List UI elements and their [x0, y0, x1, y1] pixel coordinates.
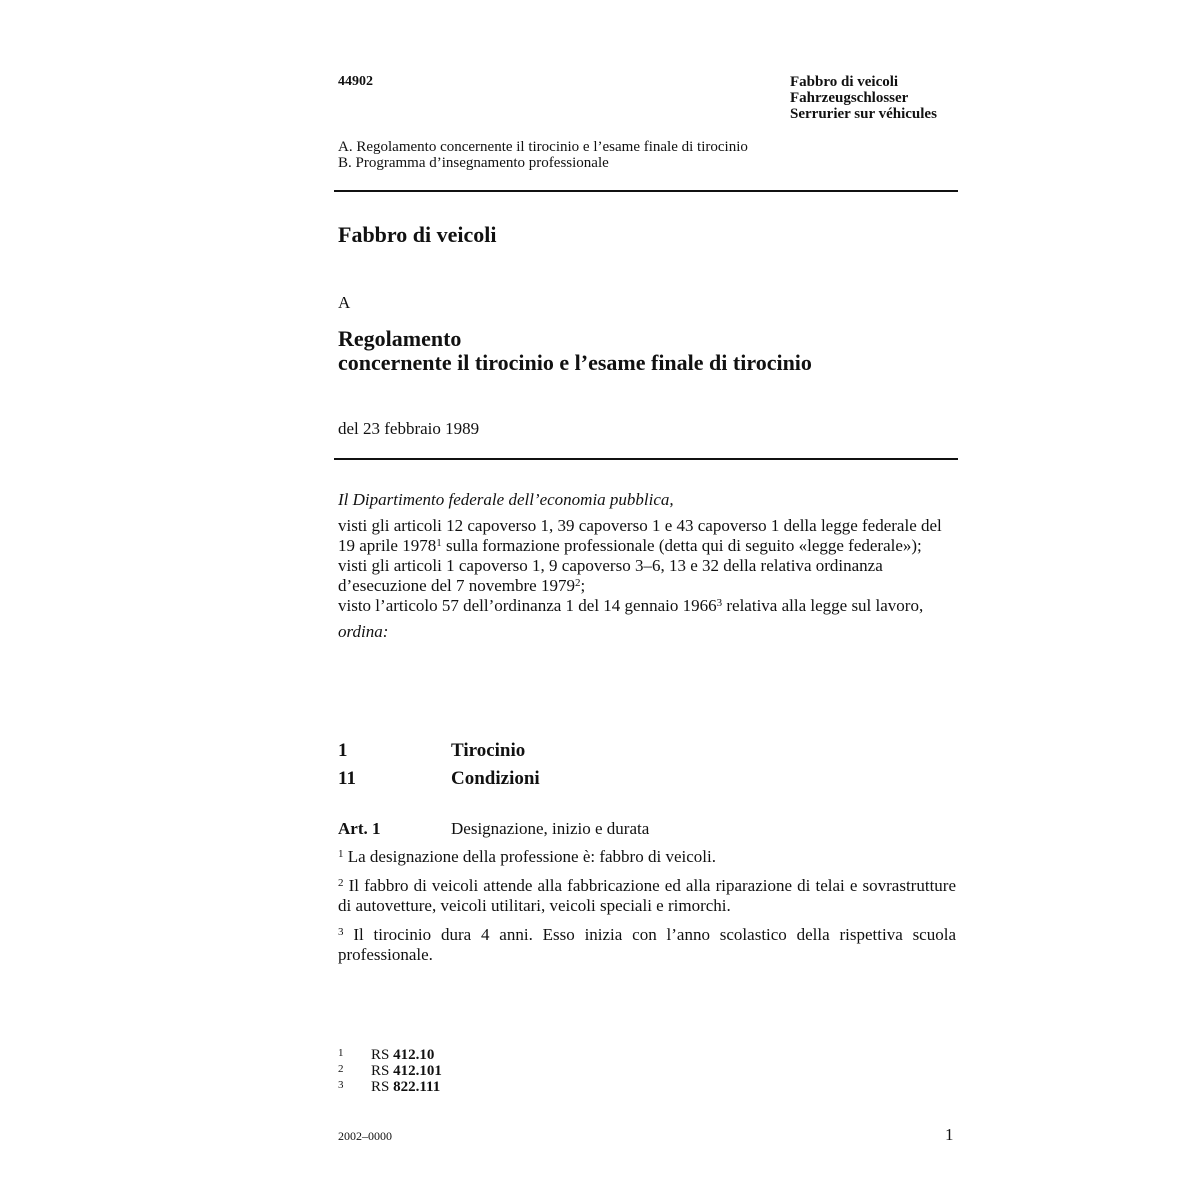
header-titles: [790, 74, 937, 122]
regulation-date: del 23 febbraio 1989: [338, 419, 480, 438]
footnote-ref-number: 412.101: [393, 1063, 442, 1079]
regulation-title-line1: Regolamento: [338, 326, 462, 351]
article-paragraph: [338, 847, 956, 867]
footnote-number: 3: [338, 1079, 344, 1091]
clause-text: relativa alla legge sul lavoro,: [722, 596, 924, 615]
main-title: Fabbro di veicoli: [338, 222, 497, 247]
footnote-prefix: RS: [371, 1079, 394, 1095]
preamble-clause: [338, 516, 958, 556]
footnote: [371, 1047, 434, 1064]
section-number: 1: [338, 740, 348, 761]
preamble-ordina: ordina:: [338, 622, 389, 641]
clause-text: visti gli articoli 12 capoverso 1, 39 capoverso 1 e 43 capoverso 1 della legge federale del 19 aprile 1978: [338, 516, 942, 555]
footnote-ref: 2: [574, 577, 581, 589]
article-title: Designazione, inizio e durata: [451, 819, 650, 838]
subsection-title: Condizioni: [451, 768, 540, 789]
regulation-title-line2: concernente il tirocinio e l’esame finale di tirocinio: [338, 350, 812, 375]
section-title: Tirocinio: [451, 740, 526, 761]
header-title-fr: Serrurier sur véhicules: [790, 106, 937, 122]
clause-text: visto l’articolo 57 dell’ordinanza 1 del 14 gennaio 1966: [338, 596, 717, 615]
table-of-contents: [338, 139, 748, 171]
paragraph-text: Il tirocinio dura 4 anni. Esso inizia con l’anno scolastico della rispettiva scuola professionale.: [338, 925, 956, 964]
regulation-title: [338, 327, 812, 375]
preamble: [338, 490, 958, 642]
part-letter: A: [338, 293, 351, 312]
divider: [334, 458, 958, 460]
article-paragraph: [338, 925, 956, 965]
footnote: [371, 1063, 442, 1080]
footer-code: 2002–0000: [338, 1129, 392, 1143]
article-number: Art. 1: [338, 819, 381, 838]
footnote-prefix: RS: [371, 1063, 394, 1079]
paragraph-text: Il fabbro di veicoli attende alla fabbricazione ed alla riparazione di telai e sovrastrutture di autovetture, veicoli utilitari, veicoli speciali e rimorchi.: [338, 876, 956, 915]
paragraph-number: 1: [338, 848, 344, 860]
footnote-ref: 1: [436, 537, 442, 549]
paragraph-number: 2: [338, 877, 344, 889]
header-title-it: Fabbro di veicoli: [790, 74, 899, 90]
preamble-clause: [338, 556, 958, 596]
toc-item: B. Programma d’insegnamento professionale: [338, 155, 609, 171]
footnote-ref-number: 412.10: [393, 1047, 435, 1063]
footnote-prefix: RS: [371, 1047, 394, 1063]
header-title-de: Fahrzeugschlosser: [790, 90, 909, 106]
toc-item: A. Regolamento concernente il tirocinio e l’esame finale di tirocinio: [338, 139, 748, 155]
footnote: [371, 1079, 440, 1096]
preamble-clause: [338, 596, 958, 616]
paragraph-number: 3: [338, 926, 344, 938]
paragraph-text: La designazione della professione è: fabbro di veicoli.: [343, 847, 716, 866]
document-number: 44902: [338, 74, 373, 89]
footnote-ref-number: 822.111: [393, 1079, 441, 1095]
page-number: 1: [945, 1125, 954, 1144]
clause-text: ;: [580, 576, 586, 595]
footnote-number: 1: [338, 1047, 344, 1059]
article-paragraph: [338, 876, 956, 916]
clause-text: visti gli articoli 1 capoverso 1, 9 capoverso 3–6, 13 e 32 della relativa ordinanza d’esecuzione del 7 novembre 1979: [338, 556, 883, 595]
footnote-number: 2: [338, 1063, 344, 1075]
preamble-authority: Il Dipartimento federale dell’economia pubblica,: [338, 490, 674, 509]
clause-text: sulla formazione professionale (detta qui di seguito «legge federale»);: [441, 536, 922, 555]
footnote-ref: 3: [716, 597, 723, 609]
divider: [334, 190, 958, 192]
subsection-number: 11: [338, 768, 356, 789]
